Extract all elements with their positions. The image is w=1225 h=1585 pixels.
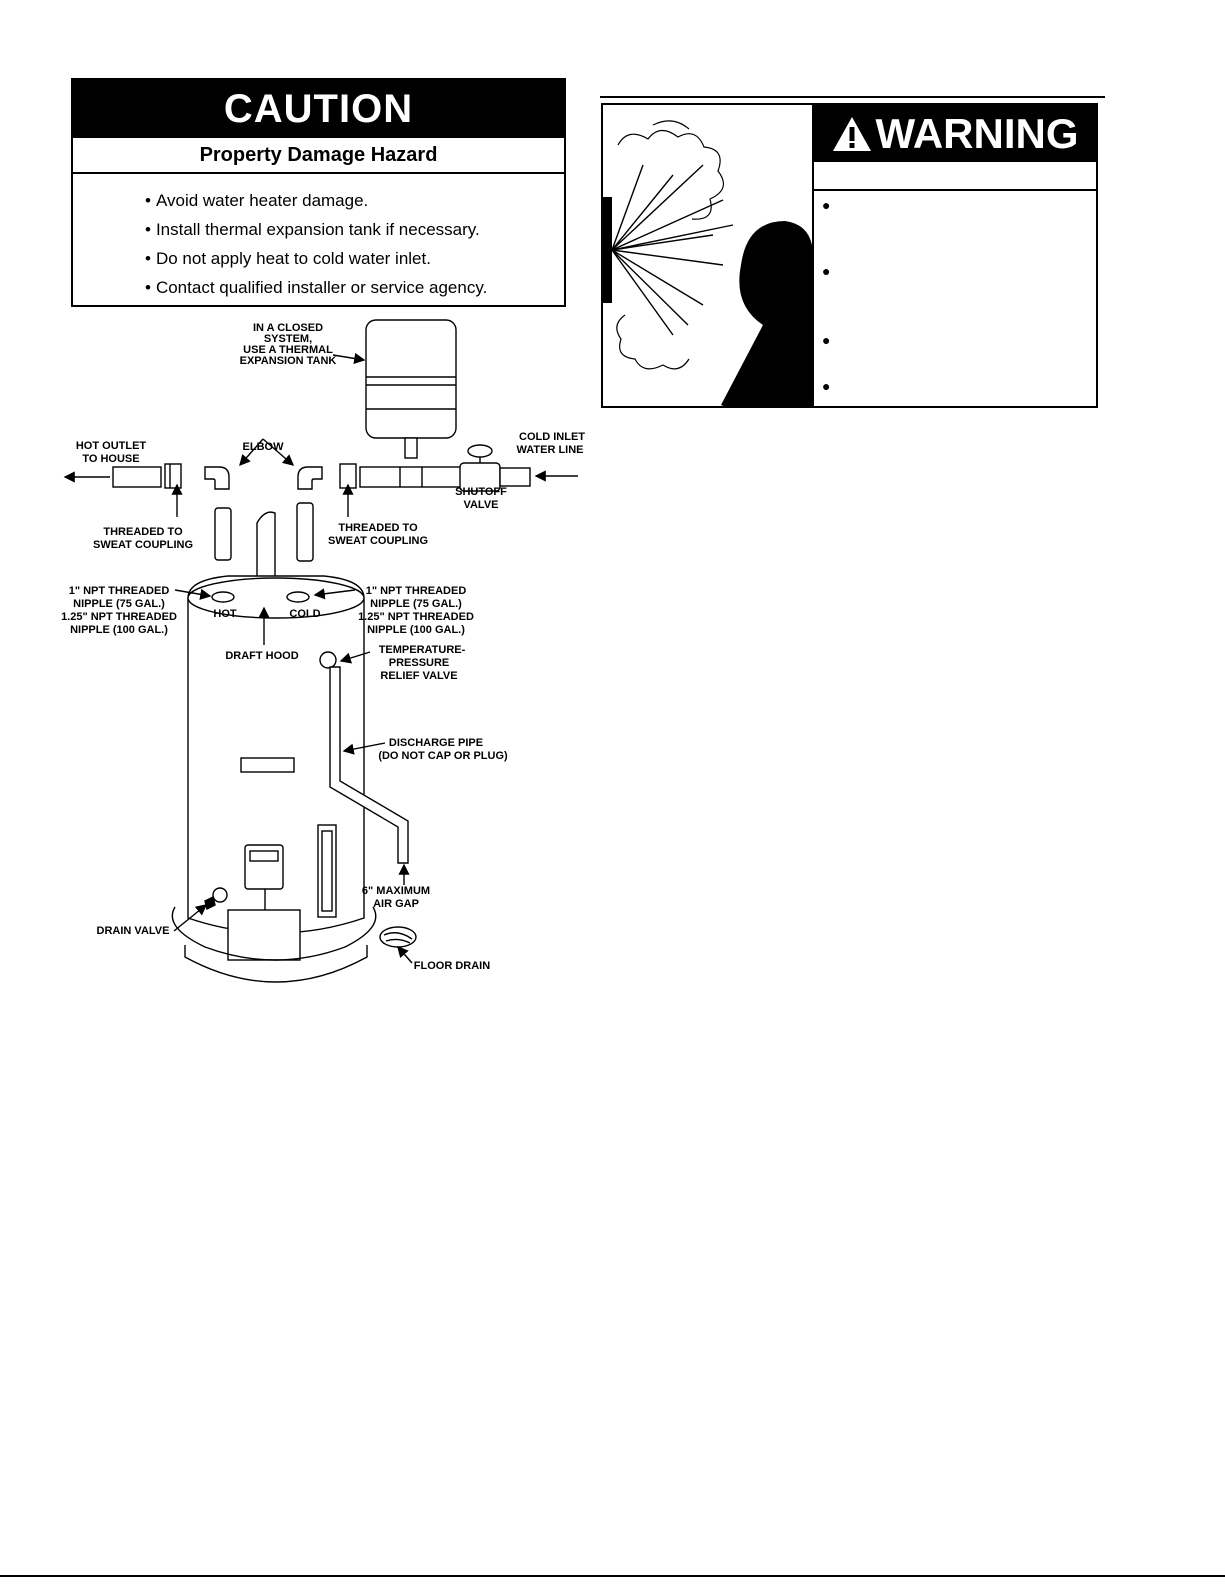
- sweat-coupling-label-left: THREADED TO: [103, 526, 183, 538]
- tp-relief-valve: [320, 652, 336, 668]
- warning-bullet: ●: [822, 378, 831, 394]
- nipple-label-left: NIPPLE (75 GAL.): [73, 598, 165, 610]
- nipple-label-right: NIPPLE (75 GAL.): [370, 598, 462, 610]
- discharge-pipe-label: DISCHARGE PIPE: [388, 737, 484, 749]
- alert-triangle-icon: [832, 116, 872, 152]
- caution-subtitle: Property Damage Hazard: [73, 138, 564, 174]
- nipple-label-right: NIPPLE (100 GAL.): [367, 624, 465, 636]
- sweat-coupling-label-right: THREADED TO: [338, 522, 418, 534]
- floor-drain: [380, 927, 416, 947]
- nipple-label-left: 1" NPT THREADED: [68, 585, 170, 597]
- hot-outlet-label: TO HOUSE: [82, 453, 140, 465]
- warning-bullet: ●: [822, 263, 831, 279]
- tank-label-line: EXPANSION TANK: [239, 355, 337, 367]
- elbow-right: [298, 467, 322, 489]
- water-heater-tank: [172, 576, 375, 982]
- sweat-coupling-label-left: SWEAT COUPLING: [92, 539, 194, 551]
- caution-list: [73, 174, 564, 302]
- warning-label: [601, 103, 1098, 408]
- expansion-tank: [366, 320, 456, 458]
- drain-valve: [213, 888, 227, 902]
- warning-subtitle-bar: [814, 162, 1096, 191]
- elbow-label: ELBOW: [242, 441, 284, 453]
- caution-title: CAUTION: [73, 80, 564, 138]
- floor-drain-label: FLOOR DRAIN: [413, 960, 491, 972]
- hot-outlet-label: HOT OUTLET: [75, 440, 147, 452]
- tank-label-line: IN A CLOSED: [252, 322, 324, 334]
- cold-inlet-label: WATER LINE: [516, 444, 584, 456]
- caution-item: • Do not apply heat to cold water inlet.: [145, 244, 564, 273]
- footer-rule: [0, 1575, 1225, 1577]
- sweat-coupling-label-right: SWEAT COUPLING: [327, 535, 429, 547]
- caution-item: • Avoid water heater damage.: [145, 186, 564, 215]
- caution-item: • Contact qualified installer or service agency.: [145, 273, 564, 302]
- caution-label: [71, 78, 566, 307]
- caution-item: • Install thermal expansion tank if necessary.: [145, 215, 564, 244]
- hot-connection-label: HOT: [213, 608, 237, 620]
- cold-inlet-label: COLD INLET: [519, 431, 585, 443]
- air-gap-label: 6" MAXIMUM: [361, 885, 431, 897]
- nipple-label-left: NIPPLE (100 GAL.): [70, 624, 168, 636]
- discharge-pipe-label: (DO NOT CAP OR PLUG): [378, 750, 508, 762]
- tp-valve-label: PRESSURE: [388, 657, 450, 669]
- tank-label-line: USE A THERMAL: [243, 344, 333, 356]
- explosion-hazard-illustration: [603, 105, 814, 406]
- shutoff-valve-label: VALVE: [463, 499, 499, 511]
- air-gap-label: AIR GAP: [373, 898, 419, 910]
- elbow-left: [205, 467, 229, 489]
- nipple-label-right: 1.25" NPT THREADED: [358, 611, 474, 623]
- draft-hood-label: DRAFT HOOD: [225, 650, 299, 662]
- warning-bullet: ●: [822, 197, 831, 213]
- warning-top-rule: [600, 96, 1105, 98]
- tp-valve-label: TEMPERATURE-: [378, 644, 466, 656]
- water-heater-diagram: [60, 315, 590, 995]
- drain-valve-label: DRAIN VALVE: [96, 925, 170, 937]
- nipple-label-right: 1" NPT THREADED: [365, 585, 467, 597]
- nipple-label-left: 1.25" NPT THREADED: [61, 611, 177, 623]
- cold-connection-label: COLD: [289, 608, 321, 620]
- tp-valve-label: RELIEF VALVE: [380, 670, 458, 682]
- shutoff-valve-label: SHUTOFF: [455, 486, 507, 498]
- warning-title: WARNING: [875, 109, 1079, 157]
- tank-label-line: SYSTEM,: [263, 333, 313, 345]
- warning-bullet: ●: [822, 332, 831, 348]
- warning-header: [814, 105, 1096, 162]
